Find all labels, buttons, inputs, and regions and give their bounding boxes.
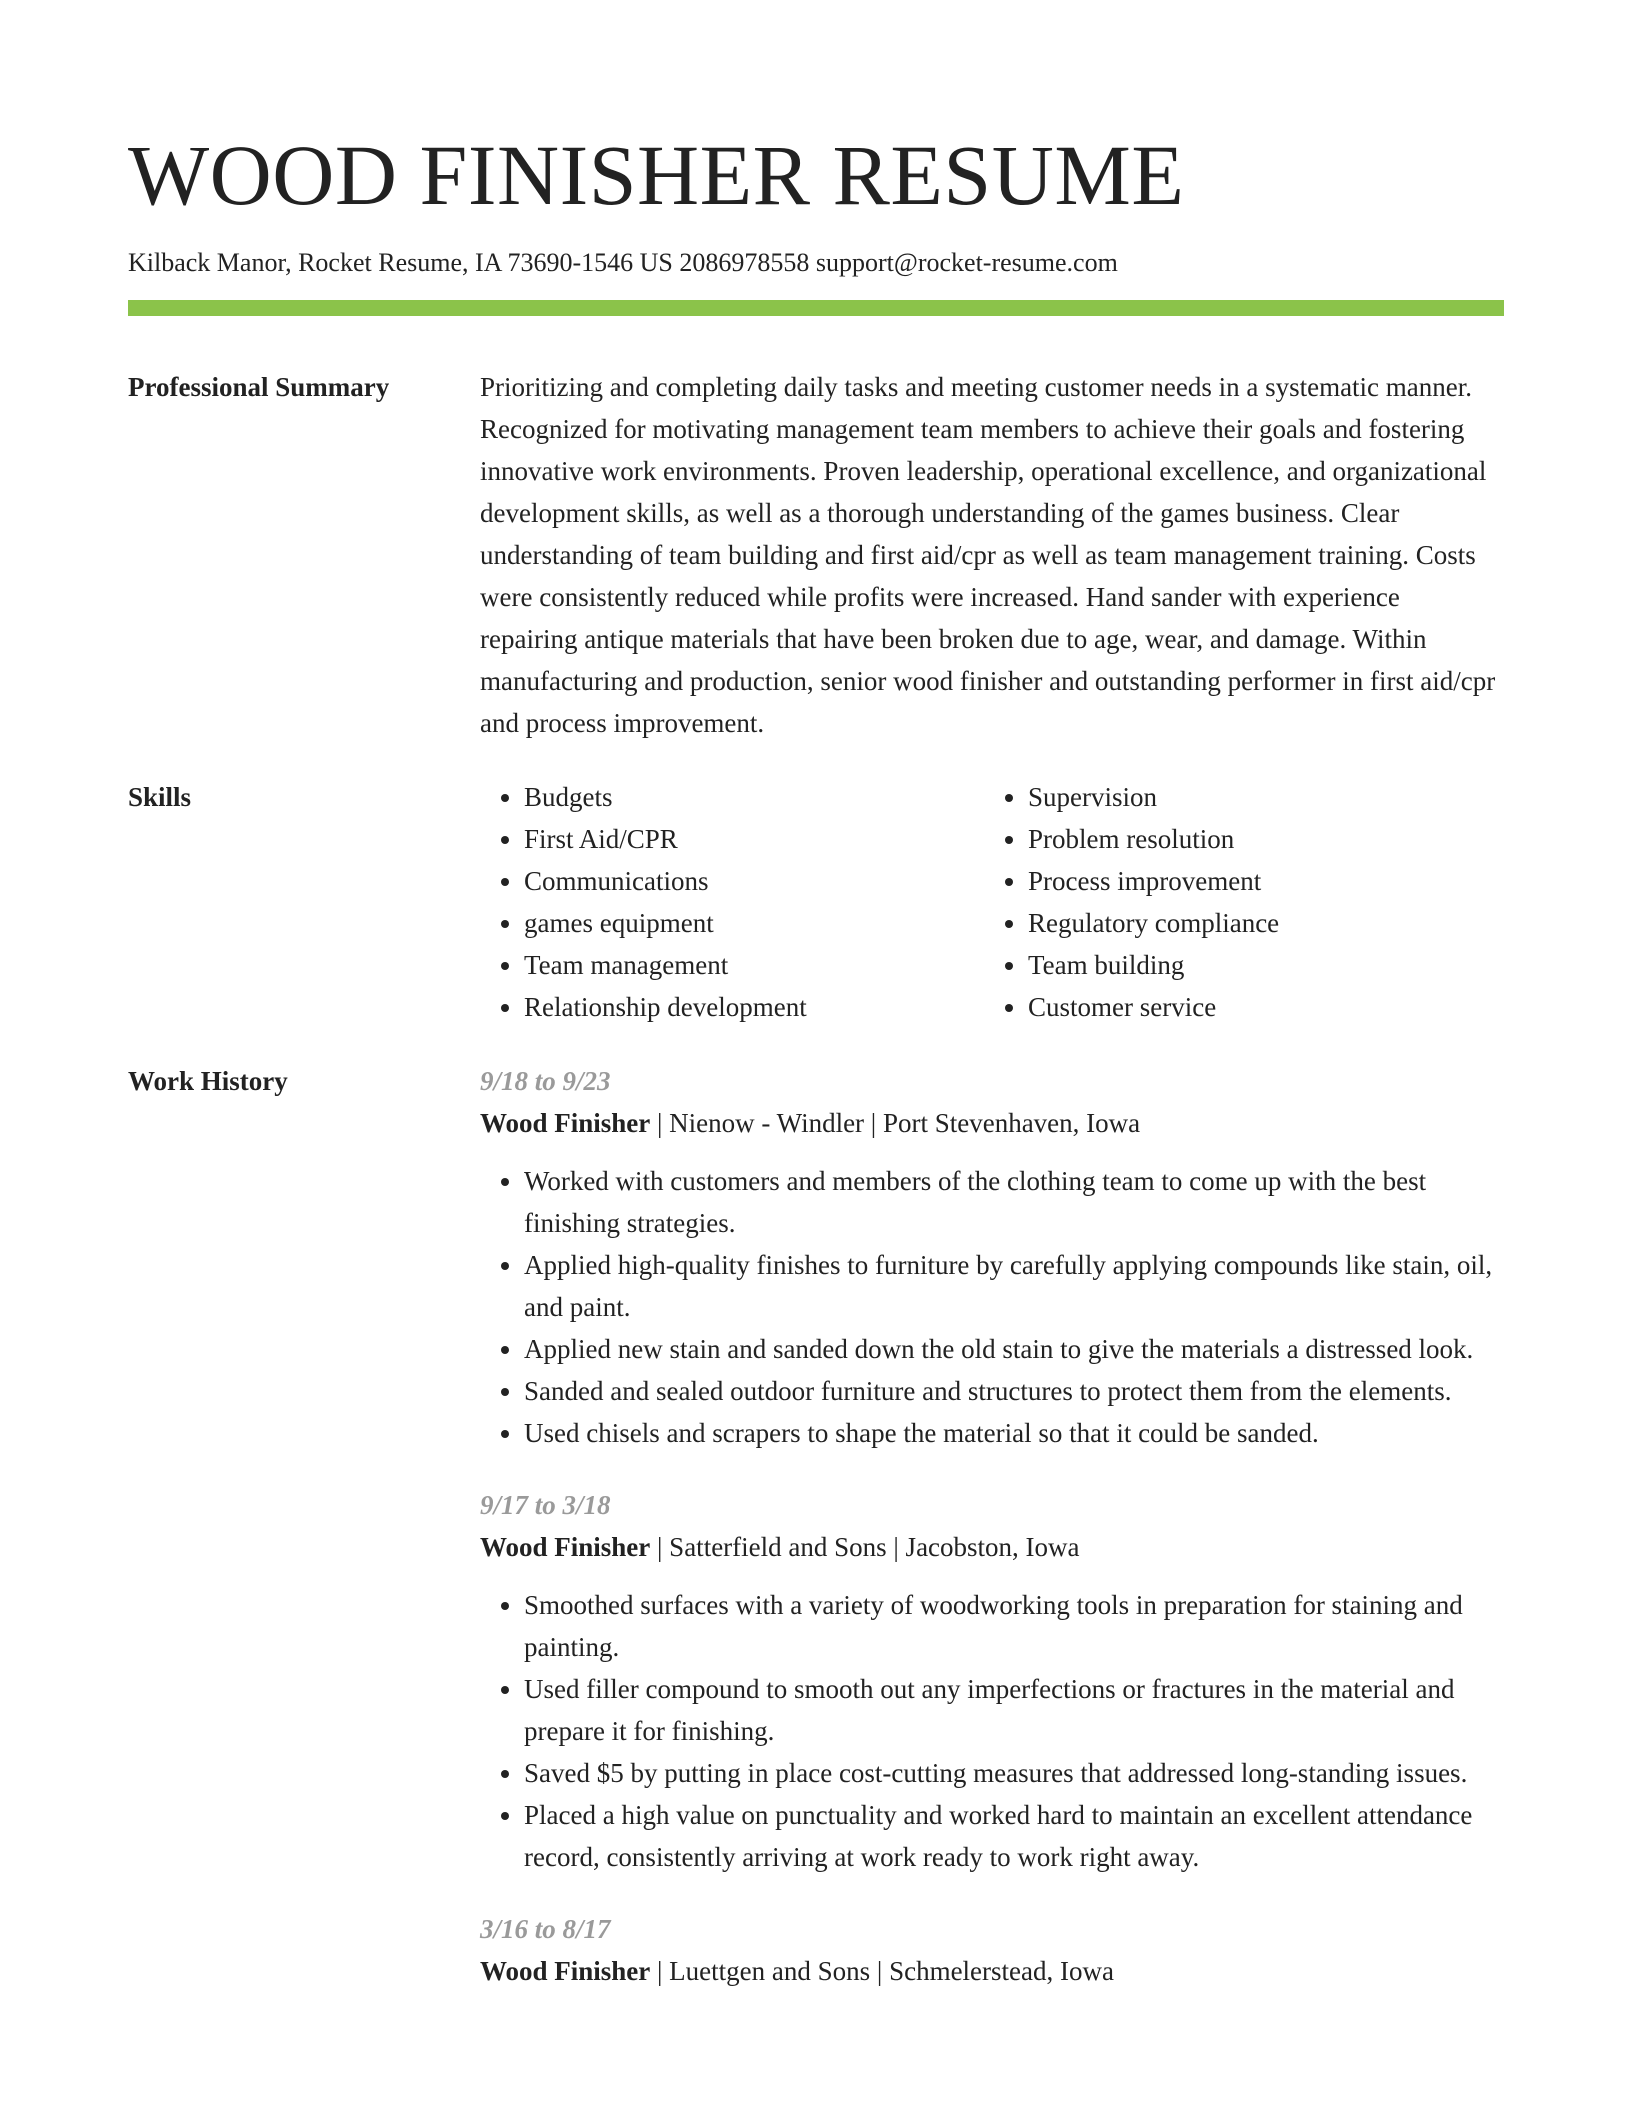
job-entry (480, 1908, 1504, 1992)
skill-item: • Budgets (524, 776, 984, 818)
job-bullet: • Worked with customers and members of the clothing team to come up with the best finishing strategies. (524, 1160, 1504, 1244)
job-employer-location: | Satterfield and Sons | Jacobston, Iowa (650, 1531, 1080, 1562)
job-bullet: • Applied new stain and sanded down the old stain to give the materials a distressed look. (524, 1328, 1504, 1370)
job-title: Wood Finisher (480, 1955, 651, 1986)
skill-item: • Team building (1028, 944, 1488, 986)
summary-section (128, 366, 1504, 744)
section-label-skills: Skills (128, 781, 192, 812)
job-title: Wood Finisher (480, 1107, 651, 1138)
work-history-list (480, 1060, 1504, 2022)
job-bullets (480, 1160, 1504, 1454)
skill-item: • Relationship development (524, 986, 984, 1028)
skills-list-right (984, 776, 1488, 1028)
skills-grid (480, 776, 1504, 1028)
resume-page (128, 120, 1504, 2022)
job-title: Wood Finisher (480, 1531, 651, 1562)
skills-list-left (480, 776, 984, 1028)
skills-section (128, 776, 1504, 1028)
skill-item: • Customer service (1028, 986, 1488, 1028)
skill-item: • Problem resolution (1028, 818, 1488, 860)
skill-item: • Team management (524, 944, 984, 986)
job-heading (480, 1102, 1504, 1144)
job-employer-location: | Luettgen and Sons | Schmelerstead, Iowa (650, 1955, 1114, 1986)
skills-body (480, 776, 1504, 1028)
summary-text: Prioritizing and completing daily tasks and meeting customer needs in a systematic manner. Recognized for motivating management team members to achieve their goals and fostering innovative work environments. Proven leadership, operational excellence, and organizational development skills, as well as a thorough understanding of the games business. Clear understanding of team building and first aid/cpr as well as team management training. Costs were consistently reduced while profits were increased. Hand sander with experience repairing antique materials that have been broken due to age, wear, and damage. Within manufacturing and production, senior wood finisher and outstanding performer in first aid/cpr and process improvement. (480, 371, 1496, 738)
job-entry (480, 1484, 1504, 1878)
job-bullet: • Used chisels and scrapers to shape the material so that it could be sanded. (524, 1412, 1504, 1454)
job-dates: 9/17 to 3/18 (480, 1489, 611, 1520)
job-entry (480, 1060, 1504, 1454)
job-bullet: • Used filler compound to smooth out any imperfections or fractures in the material and prepare it for finishing. (524, 1668, 1504, 1752)
job-bullets (480, 1584, 1504, 1878)
skill-item: • games equipment (524, 902, 984, 944)
page-title: WOOD FINISHER RESUME (128, 127, 1185, 223)
contact-info: Kilback Manor, Rocket Resume, IA 73690-1546 US 2086978558 support@rocket-resume.com (128, 248, 1118, 277)
job-employer-location: | Nienow - Windler | Port Stevenhaven, Iowa (650, 1107, 1141, 1138)
skill-item: • Supervision (1028, 776, 1488, 818)
job-heading (480, 1950, 1504, 1992)
job-bullet: • Sanded and sealed outdoor furniture and structures to protect them from the elements. (524, 1370, 1504, 1412)
section-label-summary: Professional Summary (128, 371, 390, 402)
work-history-section (128, 1060, 1504, 2022)
job-bullet: • Placed a high value on punctuality and worked hard to maintain an excellent attendance record, consistently arriving at work ready to work right away. (524, 1794, 1504, 1878)
skill-item: • Process improvement (1028, 860, 1488, 902)
job-dates: 3/16 to 8/17 (480, 1913, 611, 1944)
job-dates: 9/18 to 9/23 (480, 1065, 611, 1096)
skill-item: • First Aid/CPR (524, 818, 984, 860)
job-heading (480, 1526, 1504, 1568)
job-bullet: • Applied high-quality finishes to furniture by carefully applying compounds like stain, oil, and paint. (524, 1244, 1504, 1328)
job-bullet: • Saved $5 by putting in place cost-cutting measures that addressed long-standing issues. (524, 1752, 1504, 1794)
accent-divider (128, 300, 1504, 316)
skill-item: • Communications (524, 860, 984, 902)
section-label-work-history: Work History (128, 1065, 288, 1096)
job-bullet: • Smoothed surfaces with a variety of woodworking tools in preparation for staining and painting. (524, 1584, 1504, 1668)
skill-item: • Regulatory compliance (1028, 902, 1488, 944)
